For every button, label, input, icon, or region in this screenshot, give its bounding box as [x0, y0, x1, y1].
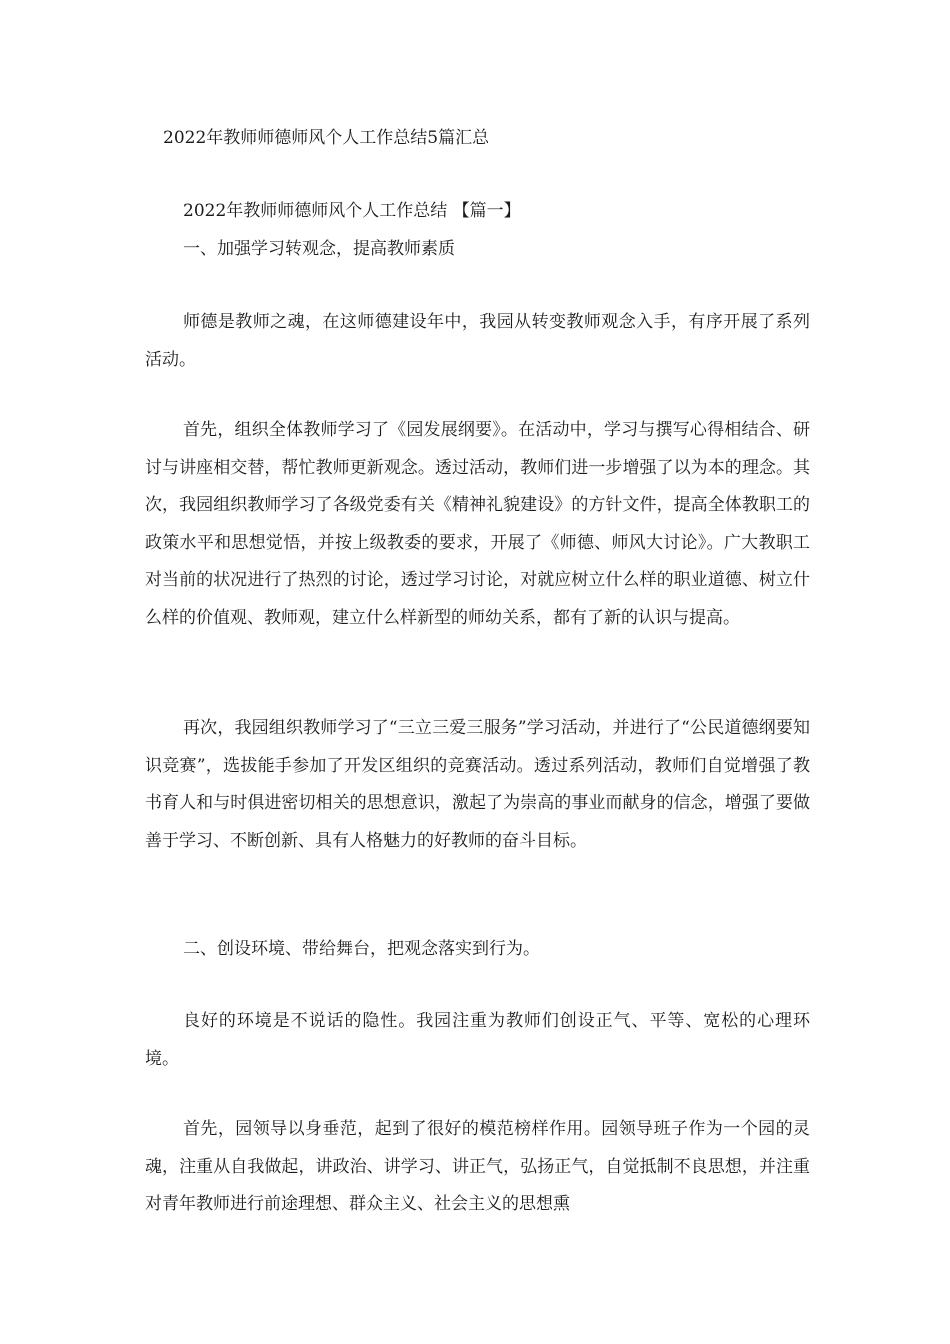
paragraph-5: 首先，园领导以身垂范，起到了很好的模范榜样作用。园领导班子作为一个园的灵魂，注重从自我做起，讲政治、讲学习、讲正气，弘扬正气，自觉抵制不良思想，并注重对青年教师进行前途理想、群众主义、社会主义的思想熏 [145, 1119, 810, 1214]
document-title: 2022年教师师德师风个人工作总结5篇汇总 [163, 128, 490, 148]
paragraph-2: 首先，组织全体教师学习了《园发展纲要》。在活动中，学习与撰写心得相结合、研讨与讲座相交替，帮忙教师更新观念。透过活动，教师们进一步增强了以为本的理念。其次，我园组织教师学习了各级党委有关《精神礼貌建设》的方针文件，提高全体教职工的政策水平和思想觉悟，并按上级教委的要求，开展了《师德、师风大讨论》。广大教职工对当前的状况进行了热烈的讨论，透过学习讨论，对就应树立什么样的职业道德、树立什么样的价值观、教师观，建立什么样新型的师幼关系，都有了新的认识与提高。 [145, 420, 810, 628]
paragraph-4: 良好的环境是不说话的隐性。我园注重为教师们创设正气、平等、宽松的心理环境。 [145, 1011, 810, 1069]
section-title: 2022年教师师德师风个人工作总结 【篇一】 [183, 201, 521, 221]
paragraph-3: 再次，我园组织教师学习了“三立三爱三服务”学习活动，并进行了“公民道德纲要知识竞赛”，选拔能手参加了开发区组织的竞赛活动。透过系列活动，教师们自觉增强了教书育人和与时俱进密切相关的思想意识，激起了为崇高的事业而献身的信念，增强了要做善于学习、不断创新、具有人格魅力的好教师的奋斗目标。 [145, 718, 810, 851]
heading-two: 二、创设环境、带给舞台，把观念落实到行为。 [183, 939, 540, 959]
paragraph-1: 师德是教师之魂，在这师德建设年中，我园从转变教师观念入手，有序开展了系列活动。 [145, 312, 810, 370]
heading-one: 一、加强学习转观念，提高教师素质 [183, 239, 455, 259]
